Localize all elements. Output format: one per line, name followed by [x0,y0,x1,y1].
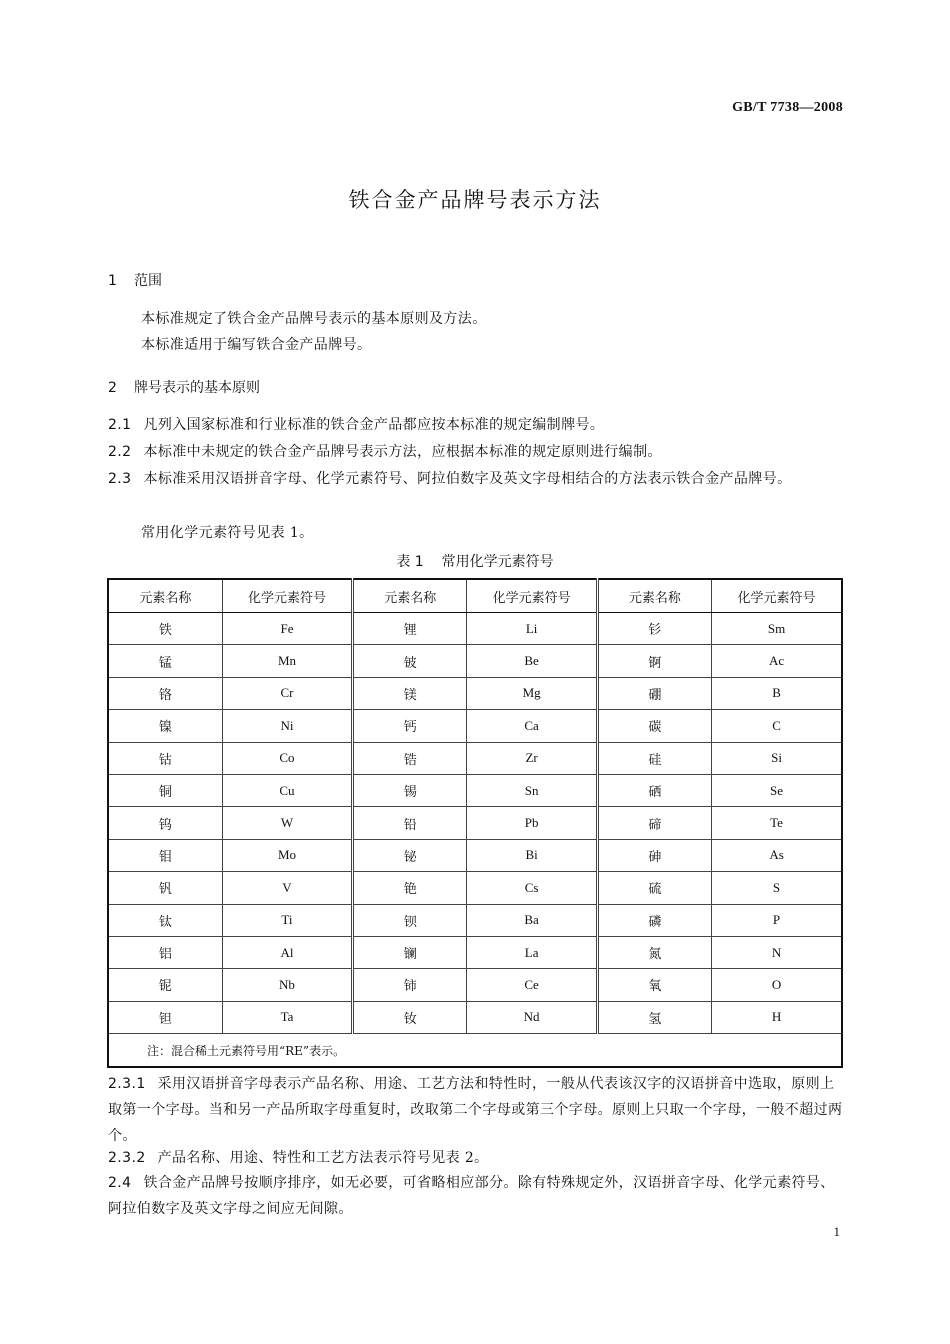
table-row [108,904,842,936]
element-name-cell: 钛 [108,904,222,936]
element-name-cell: 铝 [108,936,222,968]
element-name-cell: 铬 [108,677,222,709]
clause-2-3-2 [108,1145,844,1171]
element-name-cell: 钕 [353,1001,467,1033]
element-name-cell: 硼 [597,677,711,709]
table-row [108,710,842,742]
table-header-row [108,579,842,613]
clause-2-3-2-number: 2.3.2 [108,1150,146,1166]
clause-2-3-1-number: 2.3.1 [108,1076,146,1092]
table-row [108,969,842,1001]
scope-paragraph-2: 本标准适用于编写铁合金产品牌号。 [141,337,372,353]
clause-2-3-note: 常用化学元素符号见表 1。 [141,525,314,541]
element-symbol-cell: Ca [467,710,597,742]
element-name-cell: 氢 [597,1001,711,1033]
clause-2-3-number: 2.3 [108,471,132,487]
element-name-cell: 铋 [353,839,467,871]
element-name-cell: 钐 [597,613,711,645]
element-name-cell: 镍 [108,710,222,742]
clause-2-2 [108,439,844,465]
table-row [108,677,842,709]
clause-2-3 [108,466,844,492]
header-element-symbol: 化学元素符号 [712,579,842,613]
element-symbol-cell: Sn [467,774,597,806]
section-1-title: 范围 [134,273,162,289]
element-symbol-cell: Pb [467,807,597,839]
element-symbol-cell: Cs [467,872,597,904]
table-1-number: 表 1 [396,554,424,570]
table-note-row [108,1034,842,1068]
element-name-cell: 钙 [353,710,467,742]
element-name-cell: 锆 [353,742,467,774]
element-symbol-cell: Mo [222,839,352,871]
header-element-name: 元素名称 [597,579,711,613]
table-row [108,839,842,871]
element-name-cell: 钽 [108,1001,222,1033]
scope-paragraph-1: 本标准规定了铁合金产品牌号表示的基本原则及方法。 [141,311,487,327]
element-symbol-cell: Fe [222,613,352,645]
section-1-heading [108,270,162,290]
clause-2-4 [108,1170,844,1222]
clause-2-3-1-text: 采用汉语拼音字母表示产品名称、用途、工艺方法和特性时，一般从代表该汉字的汉语拼音中选取，原则上取第一个字母。当和另一产品所取字母重复时，改取第二个字母或第三个字母。原则上只取一个字母，一般不超过两个。 [108,1076,843,1144]
clause-2-3-2-text: 产品名称、用途、特性和工艺方法表示符号见表 2。 [157,1150,489,1166]
element-name-cell: 砷 [597,839,711,871]
table-1-title [0,551,950,571]
section-2-number: 2 [108,380,117,396]
element-name-cell: 锡 [353,774,467,806]
element-symbol-cell: P [712,904,842,936]
element-name-cell: 铁 [108,613,222,645]
element-symbol-cell: Si [712,742,842,774]
document-title: 铁合金产品牌号表示方法 [348,188,602,212]
element-name-cell: 碲 [597,807,711,839]
header-element-symbol: 化学元素符号 [222,579,352,613]
element-symbol-cell: La [467,936,597,968]
header-element-name: 元素名称 [108,579,222,613]
table-1-caption: 常用化学元素符号 [441,554,554,570]
element-symbol-cell: Mg [467,677,597,709]
header-element-symbol: 化学元素符号 [467,579,597,613]
clause-2-1-number: 2.1 [108,417,132,433]
element-symbol-cell: S [712,872,842,904]
element-symbol-cell: V [222,872,352,904]
page-number: 1 [833,1224,840,1239]
section-2-title: 牌号表示的基本原则 [134,380,260,396]
standard-number: GB/T 7738—2008 [732,100,843,115]
element-name-cell: 硅 [597,742,711,774]
element-name-cell: 硒 [597,774,711,806]
element-symbol-cell: Ti [222,904,352,936]
clause-2-2-number: 2.2 [108,444,132,460]
element-name-cell: 钒 [108,872,222,904]
element-name-cell: 氧 [597,969,711,1001]
element-symbol-cell: Li [467,613,597,645]
table-row [108,872,842,904]
element-name-cell: 铯 [353,872,467,904]
element-symbol-cell: Nb [222,969,352,1001]
clause-2-2-text: 本标准中未规定的铁合金产品牌号表示方法，应根据本标准的规定原则进行编制。 [143,444,662,460]
clause-2-3-text: 本标准采用汉语拼音字母、化学元素符号、阿拉伯数字及英文字母相结合的方法表示铁合金产品牌号。 [143,471,792,487]
element-name-cell: 碳 [597,710,711,742]
element-name-cell: 钼 [108,839,222,871]
element-symbol-cell: Al [222,936,352,968]
element-symbol-cell: Mn [222,645,352,677]
element-symbol-cell: W [222,807,352,839]
table-row [108,613,842,645]
table-row [108,1001,842,1033]
table-row [108,807,842,839]
element-symbol-cell: Te [712,807,842,839]
table-row [108,742,842,774]
element-symbol-cell: O [712,969,842,1001]
table-row [108,936,842,968]
element-symbol-cell: C [712,710,842,742]
table-row [108,774,842,806]
element-symbol-cell: Be [467,645,597,677]
element-symbol-cell: Sm [712,613,842,645]
table-note: 注：混合稀土元素符号用“RE”表示。 [108,1034,842,1068]
clause-2-1-text: 凡列入国家标准和行业标准的铁合金产品都应按本标准的规定编制牌号。 [143,417,605,433]
element-symbol-cell: Co [222,742,352,774]
element-name-cell: 氮 [597,936,711,968]
element-symbol-table [107,578,843,1068]
element-symbol-cell: Zr [467,742,597,774]
element-symbol-cell: Ba [467,904,597,936]
element-name-cell: 镧 [353,936,467,968]
element-symbol-cell: Bi [467,839,597,871]
element-name-cell: 铈 [353,969,467,1001]
element-name-cell: 镁 [353,677,467,709]
clause-2-1 [108,412,844,438]
element-name-cell: 钨 [108,807,222,839]
element-name-cell: 锂 [353,613,467,645]
element-name-cell: 锰 [108,645,222,677]
element-name-cell: 钡 [353,904,467,936]
element-symbol-cell: Cr [222,677,352,709]
element-symbol-cell: B [712,677,842,709]
section-2-heading [108,377,260,397]
element-name-cell: 铜 [108,774,222,806]
table-row [108,645,842,677]
element-symbol-cell: Ce [467,969,597,1001]
element-name-cell: 铅 [353,807,467,839]
element-name-cell: 铍 [353,645,467,677]
clause-2-4-text: 铁合金产品牌号按顺序排序，如无必要，可省略相应部分。除有特殊规定外，汉语拼音字母、化学元素符号、阿拉伯数字及英文字母之间应无间隙。 [108,1175,835,1217]
element-symbol-cell: Ni [222,710,352,742]
element-symbol-cell: As [712,839,842,871]
clause-2-3-1 [108,1071,844,1149]
section-1-number: 1 [108,273,117,289]
element-symbol-cell: Nd [467,1001,597,1033]
element-symbol-cell: Ta [222,1001,352,1033]
element-symbol-cell: Ac [712,645,842,677]
element-name-cell: 铌 [108,969,222,1001]
element-name-cell: 硫 [597,872,711,904]
element-symbol-cell: Cu [222,774,352,806]
clause-2-4-number: 2.4 [108,1175,132,1191]
header-element-name: 元素名称 [353,579,467,613]
element-symbol-cell: N [712,936,842,968]
element-name-cell: 磷 [597,904,711,936]
element-name-cell: 钴 [108,742,222,774]
element-symbol-cell: Se [712,774,842,806]
element-name-cell: 锕 [597,645,711,677]
element-symbol-cell: H [712,1001,842,1033]
